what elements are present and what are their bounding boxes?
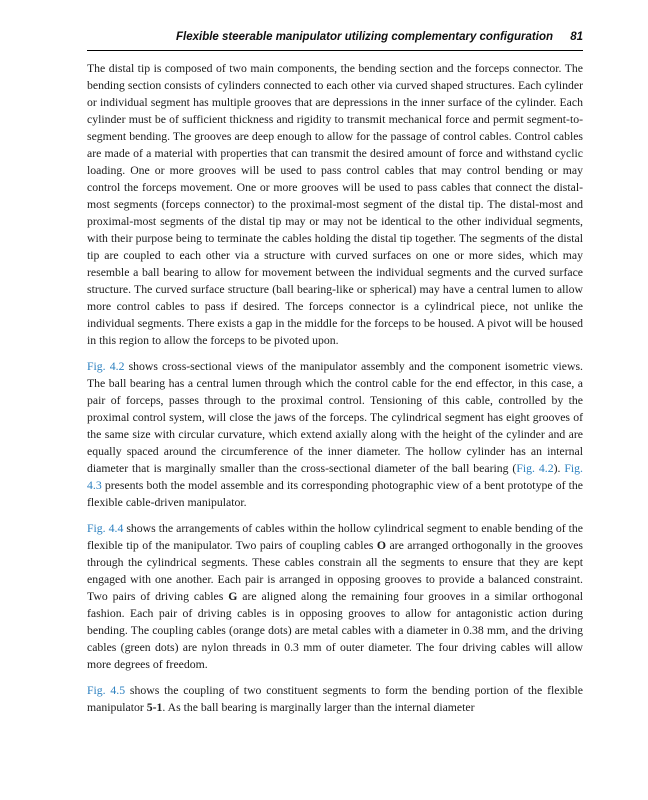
paragraph-text: shows the arrangements of cables within the hollow cylindrical segment to enable bending of the flexible tip of the manipulator. Two pairs of coupling cables bbox=[87, 522, 583, 552]
paragraph-text: . As the ball bearing is marginally larger than the internal diameter bbox=[162, 701, 475, 714]
page-number: 81 bbox=[570, 31, 583, 43]
paragraph-fig-4-4 bbox=[87, 520, 583, 673]
running-header bbox=[87, 28, 583, 51]
manipulator-label: 5-1 bbox=[146, 701, 163, 714]
paragraph-text: ). bbox=[553, 462, 565, 475]
figure-link-4-2[interactable]: Fig. 4.2 bbox=[87, 360, 125, 373]
paragraph-text: presents both the model assemble and its corresponding photographic view of a bent prototype of the flexible cable-driven manipulator. bbox=[87, 479, 583, 509]
paragraph-fig-4-5 bbox=[87, 682, 583, 716]
paragraph-text: shows cross-sectional views of the manipulator assembly and the component isometric views. The ball bearing has a central lumen through which the control cable for the end effector, in this case, a pair of forceps, passes through to the proximal control. Tensioning of this cable, controlled by the proximal control system, will close the jaws of the forceps. The cylindrical segment has eight grooves of the same size with circular curvature, which extend axially along with the height of the cylinder and are equally spaced around the circumference of the inner diameter. The hollow cylinder has an internal diameter that is marginally smaller than the cross-sectional diameter of the ball bearing ( bbox=[87, 360, 583, 475]
body-text bbox=[87, 60, 583, 725]
paragraph-text: are arranged orthogonally in the grooves through the cylindrical segments. These cables constrain all the segments to ensure that they are kept engaged with one another. Each pair is arranged in opposing grooves to provide a balanced constraint. Two pairs of driving cables bbox=[87, 539, 584, 603]
symbol-driving-cables: G bbox=[228, 590, 238, 603]
figure-link-4-4[interactable]: Fig. 4.4 bbox=[87, 522, 124, 535]
symbol-coupling-cables: O bbox=[376, 539, 386, 552]
figure-link-4-3[interactable]: Fig. 4.3 bbox=[87, 462, 583, 492]
figure-link-4-5[interactable]: Fig. 4.5 bbox=[87, 684, 126, 697]
figure-link-4-2-inline[interactable]: Fig. 4.2 bbox=[516, 462, 554, 475]
paragraph-fig-4-2 bbox=[87, 358, 583, 511]
paragraph-text: are aligned along the remaining four grooves in a similar orthogonal fashion. Each pair of driving cables is in opposing grooves to allow for antagonistic action during bending. The coupling cables (orange dots) are metal cables with a diameter in 0.38 mm, and the driving cables (green dots) are nylon threads in 0.3 mm of outer diameter. The four driving cables will allow more degrees of freedom. bbox=[87, 590, 583, 671]
running-title: Flexible steerable manipulator utilizing complementary configuration bbox=[175, 31, 553, 43]
paragraph-text: shows the coupling of two constituent segments to form the bending portion of the flexible manipulator bbox=[87, 684, 583, 714]
paragraph-distal-tip: The distal tip is composed of two main components, the bending section and the forceps connector. The bending section consists of cylinders connected to each other via curved shaped structures. Each cylinder or individual segment has multiple grooves that are depressions in the inner surface of the cylinder. Each cylinder must be of sufficient thickness and rigidity to transmit mechanical force and permit segment-to-segment bending. The grooves are deep enough to allow for the passage of control cables. Control cables are made of a material with properties that can transmit the desired amount of force and withstand cyclic loading. One or more grooves will be used to pass control cables that may control bending or may control the forceps movement. One or more grooves will be used to pass cables that connect the distal-most segments (forceps connector) to the proximal-most segment of the distal tip. The distal-most and proximal-most segments of the distal tip may or may not be identical to the other individual segments, with their purpose being to terminate the cables holding the distal tip together. The segments of the distal tip are coupled to each other via a structure with curved surfaces on one or more sides, which may resemble a ball bearing to allow for movement between the individual segments and the curved surface structure. The curved surface structure (ball bearing-like or spherical) may have a central lumen to allow more control cables to pass if desired. The forceps connector is a cylindrical piece, not unlike the individual segments. There exists a gap in the middle for the forceps to be housed. A pivot will be housed in this region to allow the forceps to be pivoted upon. bbox=[87, 62, 583, 347]
